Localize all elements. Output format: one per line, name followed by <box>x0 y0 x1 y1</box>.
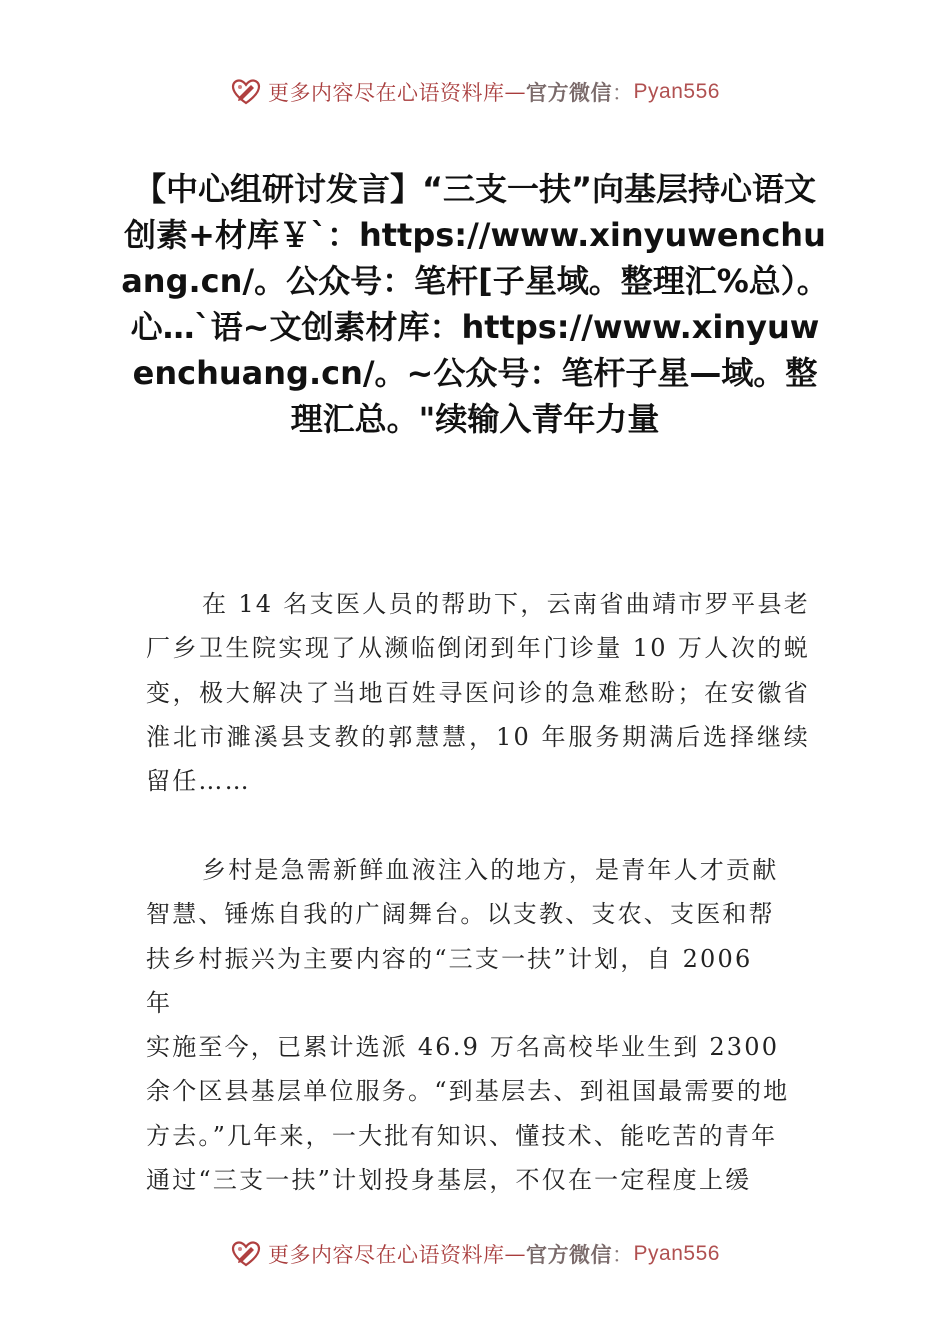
heart-pen-logo-icon <box>230 1238 262 1270</box>
document-title: 【中心组研讨发言】“三支一扶”向基层持心语文创素+材库￥`：https://www.xinyuwenchuang.cn/。公众号：笔杆[子星域。整理汇%总）。心…`语~文创素材库：https://www.xinyuwenchuang.cn/。~公众号：笔杆子星—域。整理汇总。"续输入青年力量 <box>121 170 829 438</box>
body-paragraph-1 <box>146 582 810 803</box>
watermark-brand-text: 更多内容尽在心语资料库 <box>268 81 505 105</box>
paragraph-2-line: 余个区县基层单位服务。“到基层去、到祖国最需要的地 <box>146 1077 790 1106</box>
paragraph-2-line: 扶乡村振兴为主要内容的“三支一扶”计划，自 2006 <box>146 944 753 973</box>
paragraph-2-line: 实施至今，已累计选派 46.9 万名高校毕业生到 2300 <box>146 1033 780 1062</box>
watermark-wechat-label: 官方微信 <box>526 1242 613 1267</box>
watermark-wechat-id: Pyan556 <box>633 80 720 103</box>
watermark-brand-text: 更多内容尽在心语资料库 <box>268 1243 505 1267</box>
paragraph-2-line: 乡村是急需新鲜血液注入的地方，是青年人才贡献 <box>202 856 779 884</box>
paragraph-2-line: 年 <box>146 988 173 1017</box>
watermark-dash: — <box>504 1242 527 1266</box>
watermark-dash: — <box>504 80 527 104</box>
heart-pen-logo-icon <box>230 76 262 108</box>
body-paragraph-2 <box>146 848 810 1202</box>
header-watermark <box>0 72 950 112</box>
footer-watermark <box>0 1234 950 1274</box>
paragraph-1-text: 在 14 名支医人员的帮助下，云南省曲靖市罗平县老厂乡卫生院实现了从濒临倒闭到年门诊量 10 万人次的蜕变，极大解决了当地百姓寻医问诊的急难愁盼；在安徽省淮北市濉溪县支教的郭慧慧，10 年服务期满后选择继续留任…… <box>146 590 810 796</box>
watermark-colon: ： <box>612 81 634 105</box>
watermark-colon: ： <box>612 1243 634 1267</box>
watermark-wechat-id: Pyan556 <box>633 1242 720 1265</box>
paragraph-2-line: 通过“三支一扶”计划投身基层，不仅在一定程度上缓 <box>146 1166 752 1195</box>
paragraph-2-line: 智慧、锤炼自我的广阔舞台。以支教、支农、支医和帮 <box>146 900 775 929</box>
paragraph-2-line: 方去。”几年来，一大批有知识、懂技术、能吃苦的青年 <box>146 1121 778 1150</box>
watermark-wechat-label: 官方微信 <box>526 80 613 105</box>
